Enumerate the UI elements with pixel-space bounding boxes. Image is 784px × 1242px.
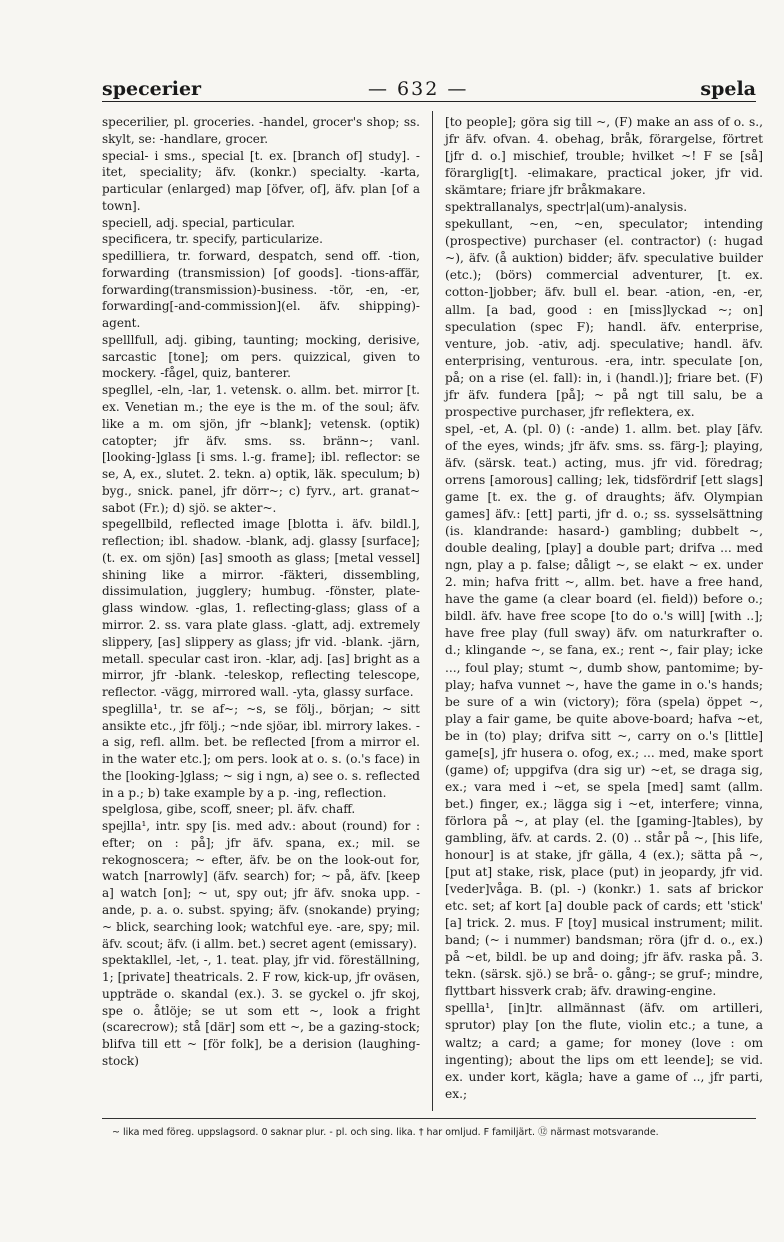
dictionary-entry: special- i sms., special [t. ex. [branch of] study]. -itet, speciality; äfv. (konkr.) specialty. -karta, particular (enlarged) map [öfver, of], äfv. plan [of a town]. (102, 148, 420, 213)
dictionary-entry: spel, -et, A. (pl. 0) (: -ande) 1. allm. bet. play [äfv. of the eyes, winds; jfr äfv. sms. ss. färg-]; playing, äfv. (särsk. teat.) acting, mus. jfr vid. föredrag; orrens [amorous] calling; lek, tidsfördrif [ett slags] game [t. ex. the g. of draughts; äfv. Olympian games] äfv.: [ett] parti, jfr d. o.; ss. sysselsättning (is. klandrande: hasard-) gambling; dubbelt ~, double dealing, [play] a double part; drifva ... med ngn, play a p. false; dåligt ~, se elakt ~ ex. under 2. min; hafva fritt ~, allm. bet. have a free hand, have the game (a clear board (el. field)) before o.; bildl. äfv. have free scope [to do o.'s will] [with ..]; have free play (full sway) äfv. om naturkrafter o. d.; klingande ~, se fana, ex.; rent ~, fair play; icke ..., foul play; stumt ~, dumb show, pantomime; by-play; hafva vunnet ~, have the game in o.'s hands; be sure of a win (victory); föra (spela) öppet ~, play a fair game, be quite above-board; hafva ~et, be in (to) play; drifva sitt ~, carry on o.'s [little] game[s], jfr husera o. ofog, ex.; ... med, make sport (game) of; uppgifva (dra sig ur) ~et, se draga sig, ex.; vara med i ~et, se spela [med] samt (allm. bet.) finger, ex.; lägga sig i ~et, interfere; vinna, förlora på ~, at play (el. the [gaming-]tables), by gambling, äfv. at cards. 2. (0) .. står på ~, [his life, honour] is at stake, jfr gälla, 4 (ex.); sätta på ~, [put at] stake, risk, place (put) in jeopardy, jfr vid. [veder]våga. B. (pl. -) (konkr.) 1. sats af brickor etc. set; af kort [a] double pack of cards; ett 'stick' [a] trick. 2. mus. F [toy] musical instrument; milit. band; (~ i nummer) bandsman; röra (jfr d. o., ex.) på ~et, bildl. be up and doing; jfr äfv. raska på. 3. tekn. (särsk. sjö.) se brå- o. gång-; se gruf-; mindre, flyttbart hissverk crab; äfv. drawing-engine. (445, 421, 763, 999)
dictionary-entry: spegellbild, reflected image [blotta i. äfv. bildl.], reflection; ibl. shadow. -blank, adj. glassy [surface]; (t. ex. om sjön) [as] smooth as glass; [metal vessel] shining like a mirror. -fäkteri, dissembling, dissimulation, jugglery; humbug. -fönster, plate-glass window. -glas, 1. reflecting-glass; glass of a mirror. 2. ss. vara plate glass. -glatt, adj. extremely slippery, [as] slippery as glass; jfr vid. -blank. -järn, metall. specular cast iron. -klar, adj. [as] bright as a mirror, jfr -blank. -teleskop, reflecting telescope, reflector. -vägg, mirrored wall. -yta, glassy surface. (102, 517, 420, 700)
dictionary-entry: spegllel, -eln, -lar, 1. vetensk. o. allm. bet. mirror [t. ex. Venetian m.; the eye is the m. of the soul; äfv. like a m. om sjön, jfr ~blank]; vetensk. (optik) catopter; jfr äfv. sms. ss. bränn~; vanl. [looking-]glass [i sms. l.-g. frame]; ibl. reflector: se se, A, ex., slutet. 2. tekn. a) optik, läk. speculum; b) byg., snick. panel, jfr dörr~; c) fyrv., art. granat~ sabot (Fr.); d) sjö. se akter~. (102, 383, 420, 515)
column-divider (432, 111, 433, 1111)
dictionary-entry: specerilier, pl. groceries. -handel, grocer's shop; ss. skylt, se: -handlare, grocer. (102, 115, 420, 146)
dictionary-entry: spellla¹, [in]tr. allmännast (äfv. om artilleri, sprutor) play [on the flute, violin etc.; a tune, a waltz; a card; a game; for money (love : om ingenting); about the lips om ett leende]; se vid. ex. under kort, kägla; have a game of .., jfr parti, ex.; (445, 1001, 763, 1101)
header-rule (102, 101, 756, 102)
header-guide-word-right: spela (700, 78, 756, 100)
dictionary-entry: spejlla¹, intr. spy [is. med adv.: about (round) for : efter; on : på]; jfr äfv. spana, ex.; mil. se rekognoscera; ~ efter, äfv. be on the look-out for, watch [narrowly] (äfv. search) for; ~ på, äfv. [keep a] watch [on]; ~ ut, spy out; jfr äfv. snoka upp. -ande, p. a. o. subst. spying; äfv. (snokande) prying; ~ blick, searching look; watchful eye. -are, spy; mil. äfv. scout; äfv. (i allm. bet.) secret agent (emissary). (102, 819, 420, 951)
dictionary-entry: [to people]; göra sig till ~, (F) make an ass of o. s., jfr äfv. ofvan. 4. obehag, bråk, förargelse, förtret [jfr d. o.] mischief, trouble; hvilket ~! F se [så] förarglig[t]. -elimakare, practical joker, jfr vid. skämtare; friare jfr bråkmakare. (445, 115, 763, 198)
dictionary-entry: spelglosa, gibe, scoff, sneer; pl. äfv. chaff. (102, 802, 356, 817)
dictionary-entry: specificera, tr. specify, particularize. (102, 232, 323, 247)
dictionary-entry: spektrallanalys, spectr|al(um)-analysis. (445, 200, 688, 215)
left-column (102, 114, 420, 1070)
dictionary-entry: spedilliera, tr. forward, despatch, send off. -tion, forwarding (transmission) [of goods]. -tions-affär, forwarding(transmission)-business. -tör, -en, -er, forwarding[-and-commission](el. äfv. shipping)-agent. (102, 249, 420, 331)
footer-rule (102, 1118, 756, 1119)
page-number: — 632 — (368, 78, 469, 100)
right-column (445, 114, 763, 1103)
dictionary-entry: speciell, adj. special, particular. (102, 215, 296, 230)
dictionary-entry: speglilla¹, tr. se af~; ~s, se följ., början; ~ sitt ansikte etc., jfr följ.; ~nde sjöar, ibl. mirrory lakes. -a sig, refl. allm. bet. be reflected [from a mirror el. in the water etc.]; om pers. look at o. s. (o.'s face) in the [looking-]glass; ~ sig i ngn, a) see o. s. reflected in a p.; b) take example by a p. -ing, reflection. (102, 701, 420, 800)
dictionary-entry: spekullant, ~en, ~en, speculator; intending (prospective) purchaser (el. contractor) (: hugad ~), äfv. (å auktion) bidder; äfv. speculative builder (etc.); (börs) commercial adventurer, [t. ex. cotton-]jobber; äfv. bull el. bear. -ation, -en, -er, allm. [a bad, good : en [miss]lyckad ~; on] speculation (spec F); handl. äfv. enterprise, venture, job. -ativ, adj. speculative; handl. äfv. enterprising, venturous. -era, intr. speculate [on, på; on a rise (el. fall): in, i (handl.)]; friare bet. (F) jfr äfv. fundera [på]; ~ på ngt till salu, be a prospective purchaser, jfr reflektera, ex. (445, 217, 763, 419)
abbreviation-legend: ~ lika med föreg. uppslagsord. 0 saknar plur. - pl. och sing. lika. † har omljud. F familjärt. ⑫ närmast motsvarande. (112, 1127, 659, 1138)
dictionary-entry: spektakllel, -let, -, 1. teat. play, jfr vid. föreställning, 1; [private] theatricals. 2. F row, kick-up, jfr oväsen, uppträde o. skandal (ex.). 3. se gyckel o. jfr skoj, spe o. åtlöje; se ut som ett ~, look a fright (scarecrow); stå [där] som ett ~, be a gazing-stock; blifva till ett ~ [för folk], be a derision (laughing-stock) (102, 953, 420, 1068)
dictionary-entry: spelllfull, adj. gibing, taunting; mocking, derisive, sarcastic [tone]; om pers. quizzical, given to mockery. -fågel, quiz, banterer. (102, 332, 420, 381)
header-guide-word-left: specerier (102, 78, 202, 100)
